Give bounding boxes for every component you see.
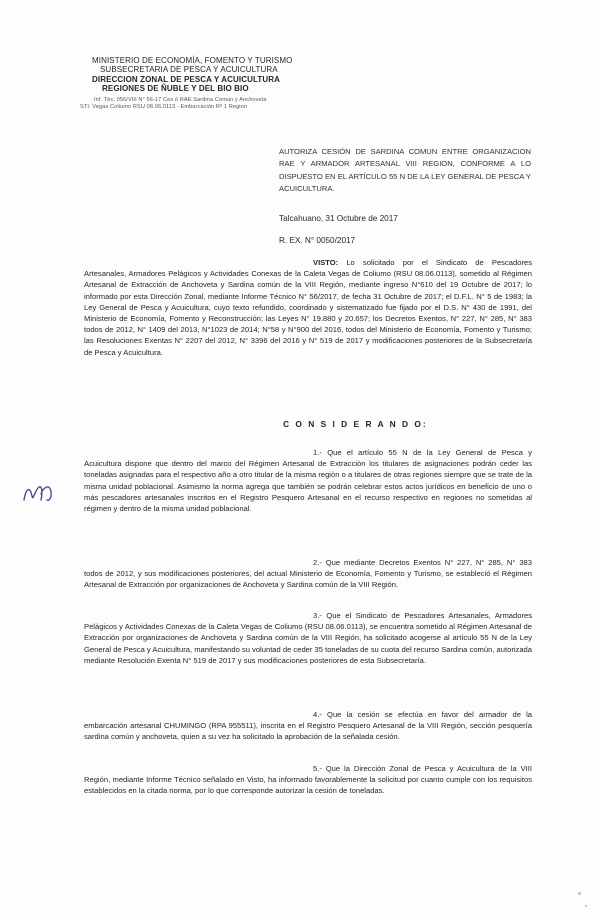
considerando-paragraph-2: 2.- Que mediante Decretos Exentos N° 227, N° 285, N° 383 todos de 2012, y sus modificaciones posteriores, del actual Ministerio de Economía, Fomento y Turismo, se estableció el Régimen Artesanal de Extracción por organizaciones de Anchoveta y Sardina común de la VIII Región. [84,558,532,590]
reference-line-1: Inf. Téc. 056/VIII N° 56-17 Ces ó RAE Sardina Común y Anchoveta [94,96,267,103]
considerando-paragraph-3: 3.- Que el Sindicato de Pescadores Artesanales, Armadores Pelágicos y Actividades Conexas de la Caleta Vegas de Coliumo (RSU 08.06.0113), se encuentra sometido al Régimen Artesanal de Extracción por organizaciones de Anchoveta y Sardina común de la VIII Región, ha solicitado acogerse al artículo 55 N de la Ley General de Pesca y Acuicultura, manifestando su voluntad de ceder 35 toneladas de su cuota del recurso Sardina común, autorizada mediante Resolución Exenta N° 519 de 2017 y sus modificaciones posteriores de esta Subsecretaría. [84,611,532,665]
considerando-paragraph-4: 4.- Que la cesión se efectúa en favor del armador de la embarcación artesanal CHUMINGO (RPA 955511), inscrita en el Registro Pesquero Artesanal de la VIII Región, sección pesquería sardina común y anchoveta, quien a su vez ha solicitado la aprobación de la señalada cesión. [84,710,532,742]
direccion-zonal-line: DIRECCION ZONAL DE PESCA Y ACUICULTURA [92,74,280,84]
date-line: Talcahuano, 31 Octubre de 2017 [279,214,398,223]
visto-label: VISTO: [313,258,339,267]
visto-paragraph [84,257,532,358]
scan-speck [578,892,581,895]
regiones-line: REGIONES DE ÑUBLE Y DEL BIO BIO [102,84,249,94]
considerando-heading: C O N S I D E R A N D O: [283,419,428,429]
letterhead [80,56,322,111]
subject-text: AUTORIZA CESIÓN DE SARDINA COMUN ENTRE ORGANIZACION RAE Y ARMADOR ARTESANAL VIII REGION, CONFORME A LO DISPUESTO EN EL ARTÍCULO 55 N DE LA LEY GENERAL DE PESCA Y ACUICULTURA. [279,147,531,194]
subsecretaria-line: SUBSECRETARIA DE PESCA Y ACUICULTURA [100,65,278,75]
reference-line-2: STI. Vegas Coliumo RSU 08.06.0113 - Embarcación Rº 1 Region [80,103,248,110]
handwritten-initial-icon [20,478,56,508]
considerando-paragraph-1: 1.- Que el artículo 55 N de la Ley General de Pesca y Acuicultura dispone que dentro del marco del Régimen Artesanal de Extracción los titulares de asignaciones podrán ceder las toneladas asignadas para el respectivo año a otro titular de la misma región o a titulares de otras regiones siempre que se trate de la misma unidad poblacional. Asimismo la norma agrega que también se podrán celebrar estos actos jurídicos en beneficio de uno o más pescadores artesanales inscritos en el Registro Pesquero Artesanal en el recurso respectivo en regiones no sometidas al régimen y dentro de la misma unidad poblacional. [84,448,532,514]
considerando-paragraph-5: 5.- Que la Dirección Zonal de Pesca y Acuicultura de la VIII Región, mediante Informe Técnico señalado en Visto, ha informado favorablemente la solicitud por cuanto cumple con los requisitos establecidos en la citada norma, por lo que corresponde autorizar la cesión de toneladas. [84,764,532,796]
ministry-line: MINISTERIO DE ECONOMÍA, FOMENTO Y TURISMO [92,56,293,65]
visto-text: Lo solicitado por el Sindicato de Pescadores Artesanales, Armadores Pelágicos y Actividades Conexas de la Caleta Vegas de Coliumo (RSU 08.06.0113), sometido al Régimen Artesanal de Extracción de Anchoveta y Sardina común de la VIII Región, mediante ingreso N°610 del 19 Octubre de 2017; lo informado por esta Dirección Zonal, mediante Informe Técnico N° 56/2017, de fecha 31 Octubre de 2017; el D.F.L. N° 5 de 1983; la Ley General de Pesca y Acuicultura, cuyo texto refundido, coordinado y sistematizado fue fijado por el D.S. N° 430 de 1991, del Ministerio de Economía, Fomento y Reconstrucción; las Leyes N° 19.880 y 20.657; los Decretos Exentos, N° 227, N° 285, N° 383 todos de 2012, N° 1409 del 2013, N°1023 de 2014; N°58 y N°900 del 2016, todos del Ministerio de Economía, Fomento y Turismo; las Resoluciones Exentas N° 2207 del 2012, N° 3396 del 2016 y N° 519 de 2017 y modificaciones posteriores de la Subsecretaría de Pesca y Acuicultura. [84,258,532,357]
resolution-number: R. EX. N° 0050/2017 [279,236,356,245]
scan-speck [585,905,587,907]
